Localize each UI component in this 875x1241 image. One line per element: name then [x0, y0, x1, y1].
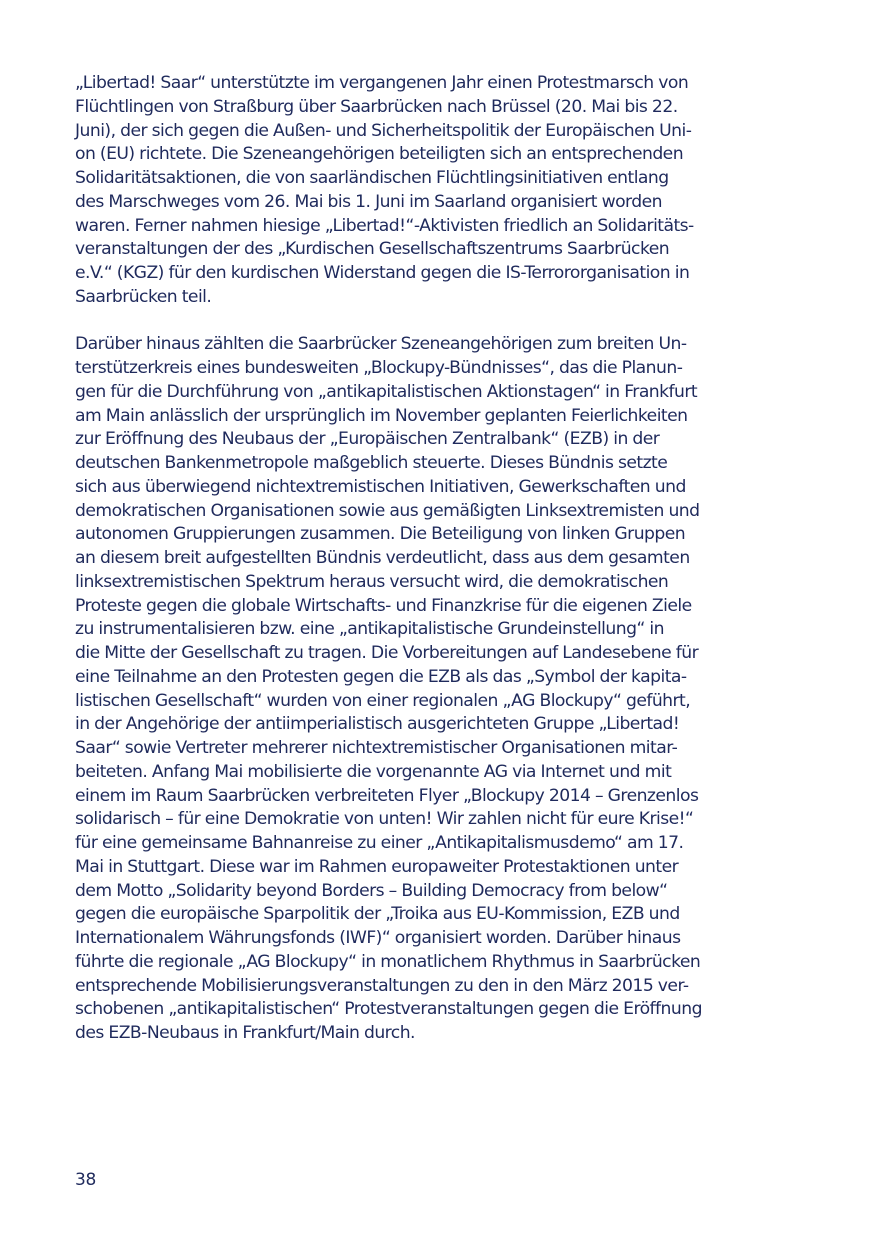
text-line: beiteten. Anfang Mai mobilisierte die vorgenannte AG via Internet und mit — [75, 761, 672, 782]
text-line: gen für die Durchführung von „antikapitalistischen Aktionstagen“ in Frankfurt — [75, 381, 698, 402]
text-line: zu instrumentalisieren bzw. eine „antikapitalistische Grundeinstellung“ in — [75, 619, 664, 640]
text-line: in der Angehörige der antiimperialistisch ausgerichteten Gruppe „Libertad! — [75, 714, 680, 735]
text-line: des EZB-Neubaus in Frankfurt/Main durch. — [75, 1023, 415, 1043]
text-line: sich aus überwiegend nichtextremistischen Initiativen, Gewerkschaften und — [75, 476, 686, 497]
text-line: Saar“ sowie Vertreter mehrerer nichtextremistischer Organisationen mitar- — [75, 738, 678, 758]
page-number: 38 — [75, 1170, 97, 1190]
text-line: die Mitte der Gesellschaft zu tragen. Die Vorbereitungen auf Landesebene für — [75, 643, 699, 663]
text-line: führte die regionale „AG Blockupy“ in monatlichem Rhythmus in Saarbrücken — [75, 951, 701, 972]
text-line: entsprechende Mobilisierungsveranstaltungen zu den in den März 2015 ver- — [75, 975, 689, 996]
text-line: einem im Raum Saarbrücken verbreiteten Flyer „Blockupy 2014 – Grenzenlos — [75, 785, 699, 806]
text-line: Proteste gegen die globale Wirtschafts- und Finanzkrise für die eigenen Ziele — [75, 595, 692, 616]
body-text — [75, 72, 797, 1046]
text-line: „Libertad! Saar“ unterstützte im vergangenen Jahr einen Protestmarsch von — [75, 73, 689, 93]
text-line: Internationalem Währungsfonds (IWF)“ organisiert worden. Darüber hinaus — [75, 928, 681, 948]
text-line: linksextremistischen Spektrum heraus versucht wird, die demokratischen — [75, 571, 669, 592]
text-line: listischen Gesellschaft“ wurden von einer regionalen „AG Blockupy“ geführt, — [75, 690, 691, 711]
text-line: Solidaritätsaktionen, die von saarländischen Flüchtlingsinitiativen entlang — [75, 168, 669, 188]
text-line: solidarisch – für eine Demokratie von unten! Wir zahlen nicht für eure Krise!“ — [75, 809, 694, 830]
text-line: für eine gemeinsame Bahnanreise zu einer „Antikapitalismusdemo“ am 17. — [75, 833, 684, 853]
text-line: autonomen Gruppierungen zusammen. Die Beteiligung von linken Gruppen — [75, 524, 686, 545]
text-line: am Main anlässlich der ursprünglich im November geplanten Feierlichkeiten — [75, 405, 688, 426]
text-line: Juni), der sich gegen die Außen- und Sicherheitspolitik der Europäischen Uni- — [75, 120, 692, 141]
text-line: Darüber hinaus zählten die Saarbrücker Szeneangehörigen zum breiten Un- — [75, 334, 687, 355]
paragraph-1 — [75, 72, 797, 310]
text-line: dem Motto „Solidarity beyond Borders – Building Democracy from below“ — [75, 880, 668, 901]
text-line: des Marschweges vom 26. Mai bis 1. Juni im Saarland organisiert worden — [75, 191, 662, 212]
text-line: gegen die europäische Sparpolitik der „Troika aus EU-Kommission, EZB und — [75, 904, 680, 925]
text-line: zur Eröffnung des Neubaus der „Europäischen Zentralbank“ (EZB) in der — [75, 429, 660, 450]
text-line: an diesem breit aufgestellten Bündnis verdeutlicht, dass aus dem gesamten — [75, 548, 690, 568]
text-line: Saarbrücken teil. — [75, 286, 212, 307]
text-line: Flüchtlingen von Straßburg über Saarbrücken nach Brüssel (20. Mai bis 22. — [75, 96, 678, 117]
text-line: eine Teilnahme an den Protesten gegen die EZB als das „Symbol der kapita- — [75, 666, 687, 687]
text-line: waren. Ferner nahmen hiesige „Libertad!“-Aktivisten friedlich an Solidaritäts- — [75, 215, 694, 236]
text-line: e.V.“ (KGZ) für den kurdischen Widerstand gegen die IS-Terrororganisation in — [75, 263, 690, 283]
text-line: on (EU) richtete. Die Szeneangehörigen beteiligten sich an entsprechenden — [75, 144, 684, 165]
text-line: Mai in Stuttgart. Diese war im Rahmen europaweiter Protestaktionen unter — [75, 856, 679, 877]
text-line: demokratischen Organisationen sowie aus gemäßigten Linksextremisten und — [75, 500, 700, 521]
text-line: veranstaltungen der des „Kurdischen Gesellschaftszentrums Saarbrücken — [75, 239, 670, 260]
text-line: terstützerkreis eines bundesweiten „Blockupy-Bündnisses“, das die Planun- — [75, 358, 683, 378]
paragraph-2 — [75, 333, 797, 1046]
paragraph-gap — [75, 310, 797, 334]
text-line: deutschen Bankenmetropole maßgeblich steuerte. Dieses Bündnis setzte — [75, 453, 668, 473]
text-line: schobenen „antikapitalistischen“ Protestveranstaltungen gegen die Eröffnung — [75, 999, 702, 1020]
